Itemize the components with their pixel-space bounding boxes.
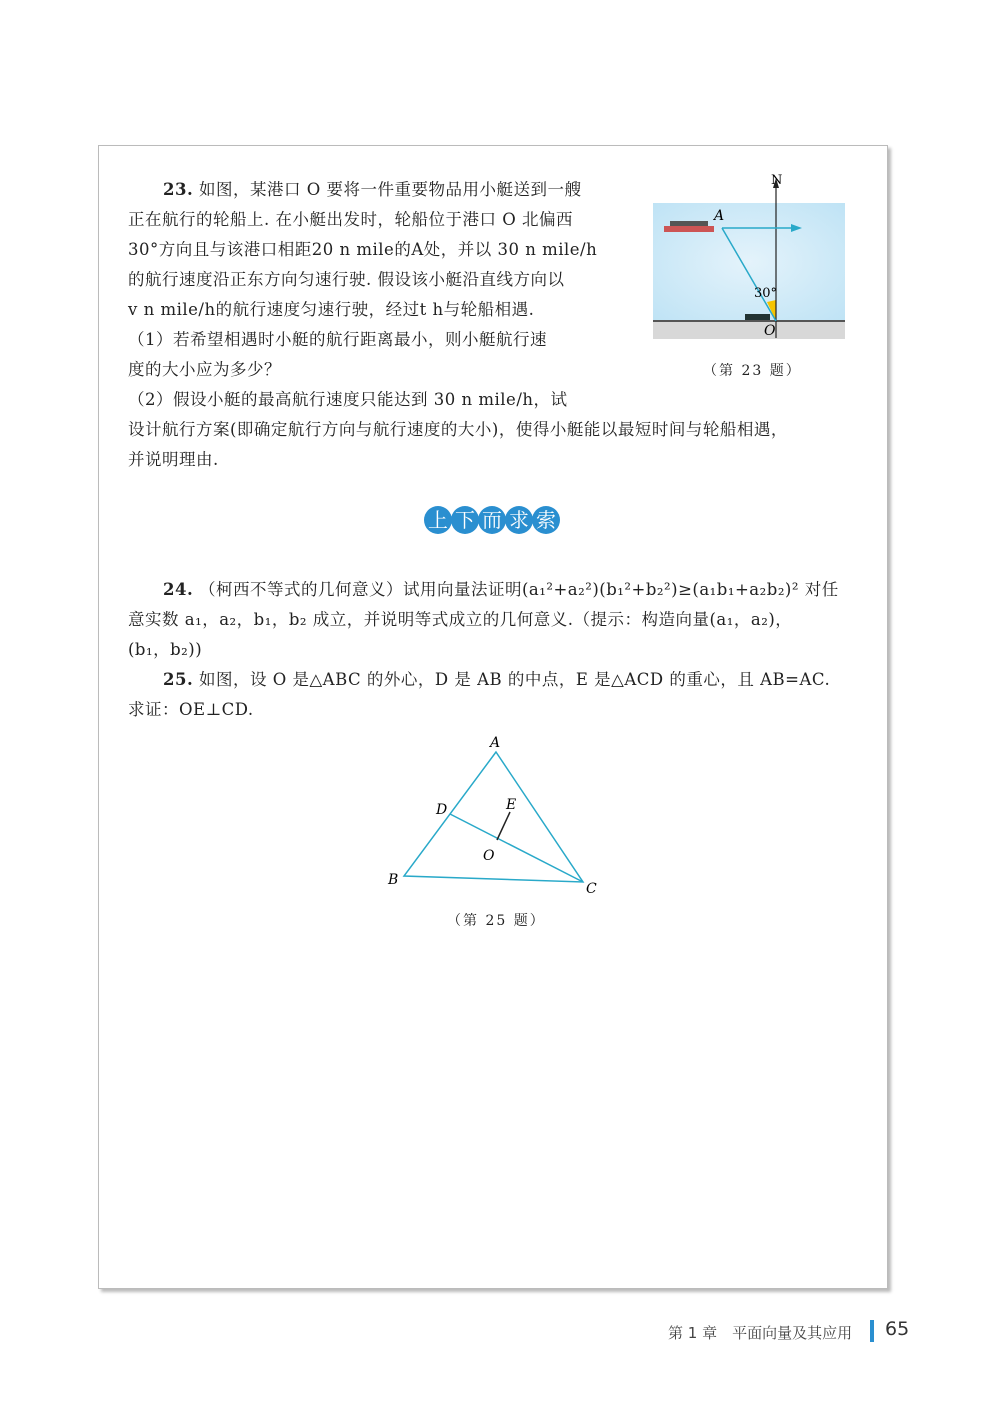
svg-text:E: E (506, 797, 517, 813)
svg-text:N: N (771, 173, 783, 188)
q23-line: 的航行速度沿正东方向匀速行驶. 假设该小艇沿直线方向以 (128, 270, 565, 289)
q23-line: （1）若希望相遇时小艇的航行距离最小，则小艇航行速 (128, 330, 547, 349)
figure-caption: （第 25 题） (447, 913, 546, 929)
ship-icon (664, 226, 714, 232)
svg-text:O: O (764, 323, 776, 339)
q23-line: v n mile/h的航行速度匀速行驶，经过t h与轮船相遇. (128, 300, 535, 319)
q25-line: 25. 如图，设 O 是△ABC 的外心，D 是 AB 的中点，E 是△ACD 的重心，且 AB=AC. (163, 670, 831, 689)
q23-line: 设计航行方案(即确定航行方向与航行速度的大小)，使得小艇能以最短时间与轮船相遇， (128, 420, 788, 439)
footer-divider (870, 1320, 874, 1342)
q23-line: （2）假设小艇的最高航行速度只能达到 30 n mile/h，试 (128, 390, 568, 409)
triangle-figure (380, 730, 610, 900)
ship-figure (640, 170, 860, 370)
q23-line: 正在航行的轮船上. 在小艇出发时，轮船位于港口 O 北偏西 (128, 210, 574, 229)
page-number: 65 (885, 1318, 910, 1340)
svg-text:O: O (483, 848, 495, 864)
svg-text:D: D (436, 802, 448, 818)
q24-line: 意实数 a₁，a₂，b₁，b₂ 成立，并说明等式成立的几何意义.（提示：构造向量(a₁，a₂)， (128, 610, 793, 629)
q23-line: 度的大小应为多少？ (128, 360, 281, 379)
q24-line: 24. （柯西不等式的几何意义）试用向量法证明(a₁²+a₂²)(b₁²+b₂²)≥(a₁b₁+a₂b₂)² 对任 (163, 580, 839, 599)
q25-line: 求证：OE⊥CD. (128, 700, 254, 719)
svg-text:B: B (388, 872, 399, 888)
q24-line: (b₁，b₂)) (128, 640, 203, 659)
q23-line: 30°方向且与该港口相距20 n mile的A处，并以 30 n mile/h (128, 240, 598, 259)
svg-text:30°: 30° (754, 286, 778, 301)
q23-line: 并说明理由. (128, 450, 219, 469)
q23-line: 23. 如图，某港口 O 要将一件重要物品用小艇送到一艘 (163, 180, 582, 199)
svg-text:A: A (490, 735, 501, 751)
chapter-title: 第 1 章 平面向量及其应用 (668, 1324, 853, 1342)
figure-caption: （第 23 题） (703, 363, 802, 379)
section-banner: 上 下 而 求 索 (424, 506, 559, 534)
boat-icon (745, 314, 770, 320)
svg-text:C: C (586, 881, 597, 897)
svg-text:A: A (714, 208, 725, 224)
